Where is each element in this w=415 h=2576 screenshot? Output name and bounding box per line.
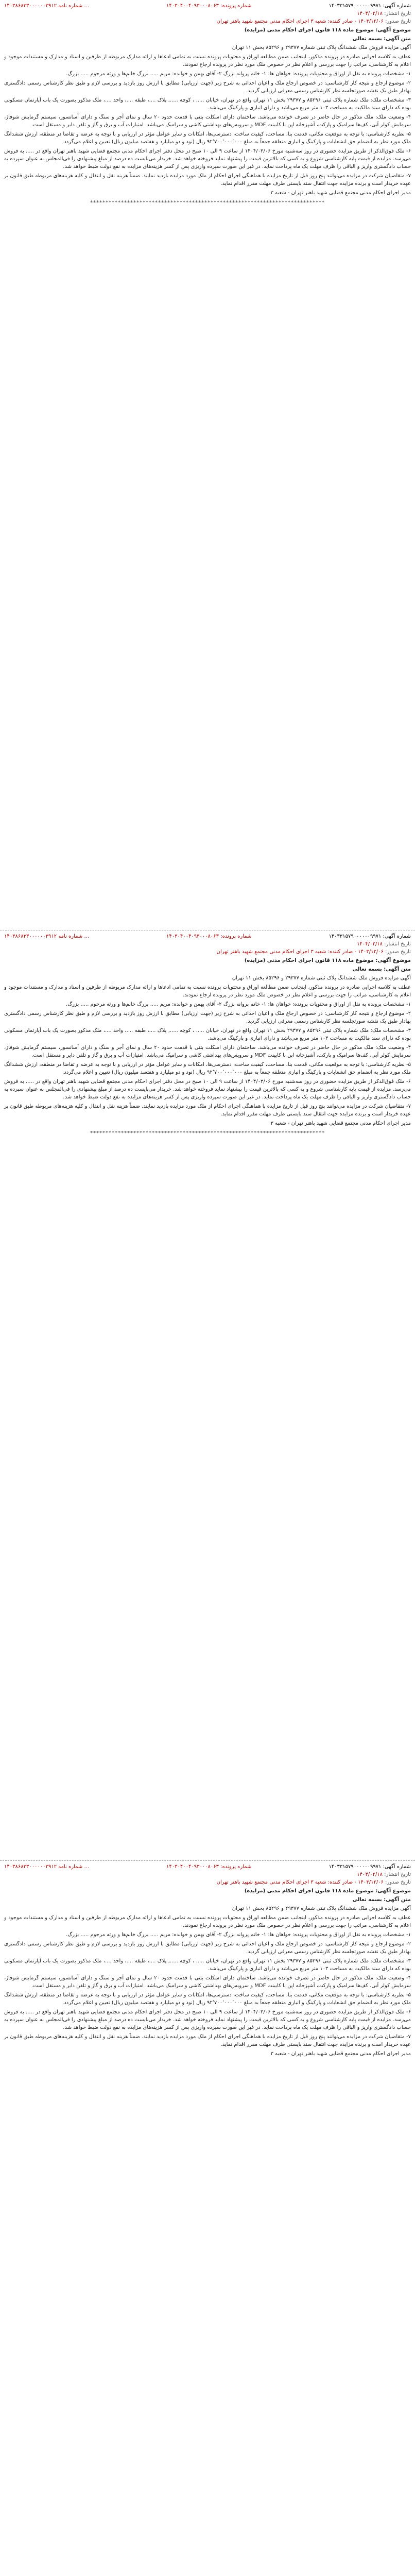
subject-label: موضوع آگهی: — [375, 27, 411, 33]
notice-body — [4, 974, 411, 1127]
notice-block-1 — [0, 0, 415, 930]
issue-label: تاریخ صدور: — [385, 1879, 411, 1885]
issue-value: ۱۴۰۳/۱۲/۰۶ - صادر کننده: شعبه ۳ اجرای احکام مدنی مجتمع شهید باهنر تهران — [216, 949, 384, 955]
issue-info — [4, 948, 411, 956]
paragraph: آگهی مزایده فروش ملک ششدانگ پلاک ثبتی شماره ۲۹۳۷۷ و ۸۵۲۹۶ بخش ۱۱ تهران — [232, 1906, 411, 1911]
issue-info — [4, 1878, 411, 1886]
subject-value: موضوع ماده ۱۱۸ قانون اجرای احکام مدنی (مزایده) — [244, 1888, 374, 1894]
paragraph: ۱- مشخصات پرونده به نقل از اوراق و محتویات پرونده: خواهان ها: ۱- خانم پروانه بزرگ ۲- آقای بهمن و خوانده: مریم ..... بزرگ خانم‌ها و ورثه مرحوم ..... بزرگ. — [66, 1002, 411, 1007]
issue-info — [4, 18, 411, 25]
publish-date — [4, 1871, 411, 1878]
paragraph: ۲- موضوع ارجاع و نتیجه کار کارشناسی: در خصوص ارجاع ملک و اعیان احداثی به شرح زیر (جهت ارزیابی) مطابق با ارزش روز بازدید و بررسی لازم و طبق نظر کارشناس رسمی دادگستری بهادار طبق یک نقشه صورتجلسه نظر کارشناس رسمی معرفی ارزیابی گردید. — [4, 1011, 411, 1024]
case-number: شماره پرونده: ۱۴۰۳۰۴۰۰۴۰۹۳۰۰۰۸۰۶۳ — [166, 1864, 252, 1870]
subject-label: موضوع آگهی: — [375, 958, 411, 963]
notice-number: شماره آگهی: ۱۴۰۳۳۱۵۷۹۰۰۰۰۰۰۹۹۷۱ — [328, 1864, 411, 1870]
notice-number: شماره آگهی: ۱۴۰۳۳۱۵۷۹۰۰۰۰۰۰۹۹۷۱ — [328, 934, 411, 939]
paragraph: ۴- وضعیت ملک: ملک مذکور در حال حاضر در تصرف خوانده می‌باشد. ساختمان دارای اسکلت بتنی با قدمت حدود ۲۰ سال و نمای آجر و سنگ و دارای آسانسور، سیستم گرمایش شوفاژ، سرمایش کولر آبی، کف‌ها سرامیک و پارکت، آشپزخانه اپن با کابینت MDF و سرویس‌های بهداشتی کاشی و سرامیک می‌باشد. امتیازات آب و برق و گاز و تلفن دایر و مستقل است. — [4, 1045, 411, 1058]
publish-date-label: تاریخ انتشار: — [384, 941, 411, 947]
letter-number-value: ۱۴۰۳۸۶۸۳۳۰۰۰۰۰۰۳۹۱۲ — [4, 934, 57, 939]
paragraph: ۱- مشخصات پرونده به نقل از اوراق و محتویات پرونده: خواهان ها: ۱- خانم پروانه بزرگ ۲- آقای بهمن و خوانده: مریم ..... بزرگ خانم‌ها و ورثه مرحوم ..... بزرگ. — [66, 1932, 411, 1938]
signature: مدیر اجرای احکام مدنی مجتمع قضایی شهید باهنر تهران - شعبه ۳ — [270, 1121, 411, 1126]
paragraph: عطف به کلاسه اجرایی صادره در پرونده مذکور، اینجانب ضمن مطالعه اوراق و محتویات پرونده نسبت به تمامی ادعاها و ارائه مدارک مربوطه از طرفین و اسناد و مدارک و مستندات موجود و اعلام به کارشناسی، مراتب را جهت بررسی و اعلام نظر در خصوص ملک مورد نظر در پرونده ارجاع نمودند. — [4, 1915, 411, 1928]
notice-subject — [4, 1887, 411, 1895]
paragraph: ۷- متقاضیان شرکت در مزایده می‌توانند پنج روز قبل از تاریخ مزایده با هماهنگی اجرای احکام از ملک مورد مزایده بازدید نمایند. ضمناً هزینه نقل و انتقال و کلیه هزینه‌های مربوطه طبق قانون بر عهده خریدار است و برنده مزایده جهت انتقال سند بایستی ظرف مهلت مقرر اقدام نماید. — [4, 173, 411, 187]
case-number: شماره پرونده: ۱۴۰۳۰۴۰۰۴۰۹۳۰۰۰۸۰۶۳ — [166, 3, 252, 9]
notice-block-2 — [0, 930, 415, 1861]
publish-date-value: ۱۴۰۴/۰۲/۱۸ — [357, 1872, 383, 1877]
paragraph: ۳- مشخصات ملک: ملک شماره پلاک ثبتی ۸۵۲۹۶ و ۲۹۳۷۷ بخش ۱۱ تهران واقع در تهران، خیابان ..... ، کوچه ....., پلاک ....، طبقه ....، واحد ....، ملک مذکور بصورت یک باب آپارتمان مسکونی بوده که دارای سند مالکیت به مساحت ۱۰۳ متر مربع می‌باشد و دارای انباری و پارکینگ می‌باشد. — [4, 97, 411, 111]
paragraph: ۶- ملک فوق‌الذکر از طریق مزایده حضوری در روز سه‌شنبه مورخ ۱۴۰۴/۰۳/۰۶ از ساعت ۹ الی ۱۰ صبح در محل دفتر اجرای احکام مدنی مجتمع قضایی شهید باهنر تهران واقع در ..... به فروش می‌رسد. مزایده از قیمت پایه کارشناسی شروع و به کسی که بالاترین قیمت را پیشنهاد نماید فروخته خواهد شد. خریدار می‌بایست ده درصد از مبلغ پیشنهادی را فی‌المجلس به عنوان سپرده به حساب دادگستری واریز و الباقی را ظرف مهلت یک ماه پرداخت نماید. در غیر این صورت سپرده واریزی پس از کسر هزینه‌های مزایده به نفع دولت ضبط خواهد شد. — [4, 1079, 411, 1100]
letter-number — [4, 1863, 89, 1871]
paragraph: ۵- نظریه کارشناسی: با توجه به موقعیت مکانی، قدمت بنا، مساحت، کیفیت ساخت، دسترسی‌ها، امکانات و سایر عوامل مؤثر در ارزیابی و با توجه به عرضه و تقاضا در منطقه، ارزش ششدانگ ملک مورد نظر به انضمام حق انشعابات و پارکینگ و انباری متعلقه جمعاً به مبلغ ۹۲٬۷۰۰٬۰۰۰٬۰۰۰ ریال (نود و دو میلیارد و هفتصد میلیون ریال) تعیین و اعلام می‌گردد. — [4, 131, 411, 145]
issue-label: تاریخ صدور: — [385, 19, 411, 24]
notice-header — [4, 933, 411, 940]
notice-body — [4, 44, 411, 197]
paragraph: ۱- مشخصات پرونده به نقل از اوراق و محتویات پرونده: خواهان ها: ۱- خانم پروانه بزرگ ۲- آقای بهمن و خوانده: مریم ..... بزرگ خانم‌ها و ورثه مرحوم ..... بزرگ. — [66, 71, 411, 77]
notice-block-3 — [0, 1861, 415, 2576]
publish-date-value: ۱۴۰۴/۰۲/۱۸ — [357, 941, 383, 947]
paragraph: ۲- موضوع ارجاع و نتیجه کار کارشناسی: در خصوص ارجاع ملک و اعیان احداثی به شرح زیر (جهت ارزیابی) مطابق با ارزش روز بازدید و بررسی لازم و طبق نظر کارشناس رسمی دادگستری بهادار طبق یک نقشه صورتجلسه نظر کارشناس رسمی معرفی ارزیابی گردید. — [4, 1941, 411, 1955]
separator: **************************************************************************** — [90, 1130, 325, 1136]
separator: **************************************************************************** — [90, 200, 325, 206]
case-number: شماره پرونده: ۱۴۰۳۰۴۰۰۴۰۹۳۰۰۰۸۰۶۳ — [166, 934, 252, 939]
paragraph: ۶- ملک فوق‌الذکر از طریق مزایده حضوری در روز سه‌شنبه مورخ ۱۴۰۴/۰۳/۰۶ از ساعت ۹ الی ۱۰ صبح در محل دفتر اجرای احکام مدنی مجتمع قضایی شهید باهنر تهران واقع در ..... به فروش می‌رسد. مزایده از قیمت پایه کارشناسی شروع و به کسی که بالاترین قیمت را پیشنهاد نماید فروخته خواهد شد. خریدار می‌بایست ده درصد از مبلغ پیشنهادی را فی‌المجلس به عنوان سپرده به حساب دادگستری واریز و الباقی را ظرف مهلت یک ماه پرداخت نماید. در غیر این صورت سپرده واریزی پس از کسر هزینه‌های مزایده به نفع دولت ضبط خواهد شد. — [4, 2009, 411, 2030]
paragraph: ۶- ملک فوق‌الذکر از طریق مزایده حضوری در روز سه‌شنبه مورخ ۱۴۰۴/۰۳/۰۶ از ساعت ۹ الی ۱۰ صبح در محل دفتر اجرای احکام مدنی مجتمع قضایی شهید باهنر تهران واقع در ..... به فروش می‌رسد. مزایده از قیمت پایه کارشناسی شروع و به کسی که بالاترین قیمت را پیشنهاد نماید فروخته خواهد شد. خریدار می‌بایست ده درصد از مبلغ پیشنهادی را فی‌المجلس به عنوان سپرده به حساب دادگستری واریز و الباقی را ظرف مهلت یک ماه پرداخت نماید. در غیر این صورت سپرده واریزی پس از کسر هزینه‌های مزایده به نفع دولت ضبط خواهد شد. — [4, 148, 411, 170]
notice-body — [4, 1905, 411, 2058]
paragraph: ۷- متقاضیان شرکت در مزایده می‌توانند پنج روز قبل از تاریخ مزایده با هماهنگی اجرای احکام از ملک مورد مزایده بازدید نمایند. ضمناً هزینه نقل و انتقال و کلیه هزینه‌های مربوطه طبق قانون بر عهده خریدار است و برنده مزایده جهت انتقال سند بایستی ظرف مهلت مقرر اقدام نماید. — [4, 1104, 411, 1117]
issue-label: تاریخ صدور: — [385, 949, 411, 955]
notice-title: متن آگهی: بسمه تعالی — [352, 1897, 411, 1903]
paragraph: ۳- مشخصات ملک: ملک شماره پلاک ثبتی ۸۵۲۹۶ و ۲۹۳۷۷ بخش ۱۱ تهران واقع در تهران، خیابان ..... ، کوچه ....., پلاک ....، طبقه ....، واحد ....، ملک مذکور بصورت یک باب آپارتمان مسکونی بوده که دارای سند مالکیت به مساحت ۱۰۳ متر مربع می‌باشد و دارای انباری و پارکینگ می‌باشد. — [4, 1958, 411, 1972]
paragraph: عطف به کلاسه اجرایی صادره در پرونده مذکور، اینجانب ضمن مطالعه اوراق و محتویات پرونده نسبت به تمامی ادعاها و ارائه مدارک مربوطه از طرفین و اسناد و مدارک و مستندات موجود و اعلام به کارشناسی، مراتب را جهت بررسی و اعلام نظر در خصوص ملک مورد نظر در پرونده ارجاع نمودند. — [4, 54, 411, 67]
issue-value: ۱۴۰۳/۱۲/۰۶ - صادر کننده: شعبه ۳ اجرای احکام مدنی مجتمع شهید باهنر تهران — [216, 19, 384, 24]
paragraph: ۳- مشخصات ملک: ملک شماره پلاک ثبتی ۸۵۲۹۶ و ۲۹۳۷۷ بخش ۱۱ تهران واقع در تهران، خیابان ..... ، کوچه ....., پلاک ....، طبقه ....، واحد ....، ملک مذکور بصورت یک باب آپارتمان مسکونی بوده که دارای سند مالکیت به مساحت ۱۰۳ متر مربع می‌باشد و دارای انباری و پارکینگ می‌باشد. — [4, 1028, 411, 1041]
paragraph: ۵- نظریه کارشناسی: با توجه به موقعیت مکانی، قدمت بنا، مساحت، کیفیت ساخت، دسترسی‌ها، امکانات و سایر عوامل مؤثر در ارزیابی و با توجه به عرضه و تقاضا در منطقه، ارزش ششدانگ ملک مورد نظر به انضمام حق انشعابات و پارکینگ و انباری متعلقه جمعاً به مبلغ ۹۲٬۷۰۰٬۰۰۰٬۰۰۰ ریال (نود و دو میلیارد و هفتصد میلیون ریال) تعیین و اعلام می‌گردد. — [4, 1992, 411, 2006]
letter-number — [4, 933, 89, 940]
publish-date — [4, 10, 411, 18]
paragraph: ۷- متقاضیان شرکت در مزایده می‌توانند پنج روز قبل از تاریخ مزایده با هماهنگی اجرای احکام از ملک مورد مزایده بازدید نمایند. ضمناً هزینه نقل و انتقال و کلیه هزینه‌های مربوطه طبق قانون بر عهده خریدار است و برنده مزایده جهت انتقال سند بایستی ظرف مهلت مقرر اقدام نماید. — [4, 2034, 411, 2047]
letter-number-label: شماره نامه ... — [58, 934, 89, 939]
letter-number-label: شماره نامه ... — [58, 1864, 89, 1870]
notice-header — [4, 1863, 411, 1871]
notice-header — [4, 2, 411, 10]
publish-date — [4, 940, 411, 948]
letter-number-label: شماره نامه ... — [58, 3, 89, 9]
publish-date-label: تاریخ انتشار: — [384, 11, 411, 16]
notice-subject — [4, 26, 411, 34]
subject-value: موضوع ماده ۱۱۸ قانون اجرای احکام مدنی (مزایده) — [244, 958, 374, 963]
signature: مدیر اجرای احکام مدنی مجتمع قضایی شهید باهنر تهران - شعبه ۳ — [270, 2051, 411, 2057]
subject-value: موضوع ماده ۱۱۸ قانون اجرای احکام مدنی (مزایده) — [244, 27, 374, 33]
letter-number — [4, 2, 89, 10]
notice-title: متن آگهی: بسمه تعالی — [352, 36, 411, 42]
paragraph: ۲- موضوع ارجاع و نتیجه کار کارشناسی: در خصوص ارجاع ملک و اعیان احداثی به شرح زیر (جهت ارزیابی) مطابق با ارزش روز بازدید و بررسی لازم و طبق نظر کارشناس رسمی دادگستری بهادار طبق یک نقشه صورتجلسه نظر کارشناس رسمی معرفی ارزیابی گردید. — [4, 80, 411, 94]
paragraph: آگهی مزایده فروش ملک ششدانگ پلاک ثبتی شماره ۲۹۳۷۷ و ۸۵۲۹۶ بخش ۱۱ تهران — [232, 45, 411, 50]
paragraph: ۵- نظریه کارشناسی: با توجه به موقعیت مکانی، قدمت بنا، مساحت، کیفیت ساخت، دسترسی‌ها، امکانات و سایر عوامل مؤثر در ارزیابی و با توجه به عرضه و تقاضا در منطقه، ارزش ششدانگ ملک مورد نظر به انضمام حق انشعابات و پارکینگ و انباری متعلقه جمعاً به مبلغ ۹۲٬۷۰۰٬۰۰۰٬۰۰۰ ریال (نود و دو میلیارد و هفتصد میلیون ریال) تعیین و اعلام می‌گردد. — [4, 1062, 411, 1075]
letter-number-value: ۱۴۰۳۸۶۸۳۳۰۰۰۰۰۰۳۹۱۲ — [4, 1864, 57, 1870]
notice-title: متن آگهی: بسمه تعالی — [352, 967, 411, 972]
paragraph: آگهی مزایده فروش ملک ششدانگ پلاک ثبتی شماره ۲۹۳۷۷ و ۸۵۲۹۶ بخش ۱۱ تهران — [232, 975, 411, 981]
letter-number-value: ۱۴۰۳۸۶۸۳۳۰۰۰۰۰۰۳۹۱۲ — [4, 3, 57, 9]
paragraph: عطف به کلاسه اجرایی صادره در پرونده مذکور، اینجانب ضمن مطالعه اوراق و محتویات پرونده نسبت به تمامی ادعاها و ارائه مدارک مربوطه از طرفین و اسناد و مدارک و مستندات موجود و اعلام به کارشناسی، مراتب را جهت بررسی و اعلام نظر در خصوص ملک مورد نظر در پرونده ارجاع نمودند. — [4, 985, 411, 998]
notice-number: شماره آگهی: ۱۴۰۳۳۱۵۷۹۰۰۰۰۰۰۹۹۷۱ — [328, 3, 411, 9]
publish-date-value: ۱۴۰۴/۰۲/۱۸ — [357, 11, 383, 16]
notice-subject — [4, 957, 411, 964]
paragraph: ۴- وضعیت ملک: ملک مذکور در حال حاضر در تصرف خوانده می‌باشد. ساختمان دارای اسکلت بتنی با قدمت حدود ۲۰ سال و نمای آجر و سنگ و دارای آسانسور، سیستم گرمایش شوفاژ، سرمایش کولر آبی، کف‌ها سرامیک و پارکت، آشپزخانه اپن با کابینت MDF و سرویس‌های بهداشتی کاشی و سرامیک می‌باشد. امتیازات آب و برق و گاز و تلفن دایر و مستقل است. — [4, 114, 411, 128]
subject-label: موضوع آگهی: — [375, 1888, 411, 1894]
publish-date-label: تاریخ انتشار: — [384, 1872, 411, 1877]
paragraph: ۴- وضعیت ملک: ملک مذکور در حال حاضر در تصرف خوانده می‌باشد. ساختمان دارای اسکلت بتنی با قدمت حدود ۲۰ سال و نمای آجر و سنگ و دارای آسانسور، سیستم گرمایش شوفاژ، سرمایش کولر آبی، کف‌ها سرامیک و پارکت، آشپزخانه اپن با کابینت MDF و سرویس‌های بهداشتی کاشی و سرامیک می‌باشد. امتیازات آب و برق و گاز و تلفن دایر و مستقل است. — [4, 1975, 411, 1989]
issue-value: ۱۴۰۳/۱۲/۰۶ - صادر کننده: شعبه ۳ اجرای احکام مدنی مجتمع شهید باهنر تهران — [216, 1879, 384, 1885]
signature: مدیر اجرای احکام مدنی مجتمع قضایی شهید باهنر تهران - شعبه ۳ — [270, 190, 411, 196]
